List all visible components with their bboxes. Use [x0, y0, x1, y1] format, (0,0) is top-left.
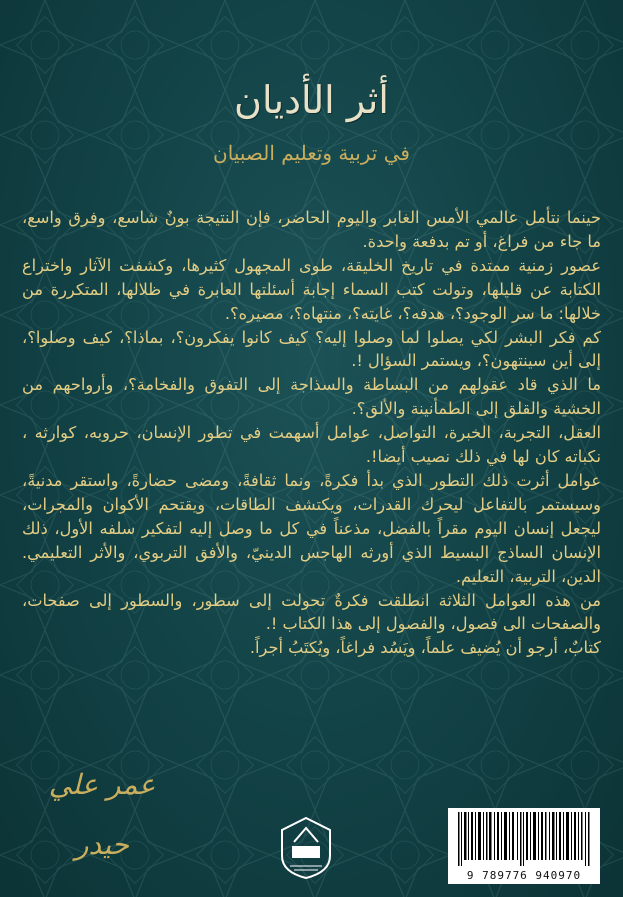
author-signature: عمر علي حيدر — [48, 768, 156, 861]
book-title: أثر الأديان — [234, 78, 389, 122]
isbn-barcode — [448, 808, 600, 884]
blurb-paragraph: عوامل أثرت ذلك التطور الذي بدأ فكرةً، ونما ثقافةً، ومضى حضارةً، واستقر مدنيةً، وسيستمر بالتفاعل ليحرك القدرات، ويكتشف الطاقات، ويقتحم الأكوان والمجرات، ليجعل إنسان اليوم مقراً بالفضل، مذعناً في كل ما وصل إليه لتفكير سلفه الأول، ذلك الإنسان الساذج البسيط الذي أورثه الهاجس الدينيّ، والأفق التربوي، والأثر التعليمي. الدين، التربية، التعليم. — [22, 470, 601, 586]
blurb-paragraph: العقل، التجربة، الخبرة، التواصل، عوامل أسهمت في تطور الإنسان، حروبه، كوارثه ، نكباته كان لها في ذلك نصيب أيضا!. — [22, 423, 601, 467]
blurb-paragraph: من هذه العوامل الثلاثة انطلقت فكرةٌ تحولت إلى سطور، والسطور إلى صفحات، والصفحات الى فصول، والفصول إلى هذا الكتاب !. — [22, 590, 601, 634]
blurb-paragraph: كم فكر البشر لكي يصلوا لما وصلوا إليه؟ كيف كانوا يفكرون؟، بماذا؟، كيف وصلوا؟، إلى أين سينتهون؟، ويستمر السؤال !. — [22, 327, 601, 371]
title-block — [0, 70, 623, 168]
publisher-logo-icon — [278, 816, 334, 880]
blurb-paragraph: عصور زمنية ممتدة في تاريخ الخليقة، طوى المجهول كثيرها، وكشفت الآثار واختراع الكتابة عن قليلها، وتولت كتب السماء إجابة أسئلتها العابرة في ظلالها، المتكررة من خلالها: ما سر الوجود؟، هدفه؟، غايته؟، منتهاه؟، مصيره؟. — [22, 255, 601, 323]
blurb-text — [22, 206, 601, 660]
blurb-paragraph: ما الذي قاد عقولهم من البساطة والسذاجة إلى التفوق والفخامة؟، وأرواحهم من الخشية والقلق إلى الطمأنينة والألق؟. — [22, 375, 601, 419]
blurb-paragraph: حينما نتأمل عالمي الأمس الغابر واليوم الحاضر، فإن النتيجة بونٌ شاسع، وفرق واسع، ما جاء من فراغ، أو تم بدفعة واحدة. — [22, 208, 601, 251]
barcode-bars — [454, 812, 594, 866]
blurb-paragraph: كتابٌ، أرجو أن يُضيف علماً، ويَسُد فراغاً، ويُكتَبُ أجراً. — [249, 638, 601, 658]
isbn-number: 9 789776 940970 — [466, 869, 582, 882]
book-subtitle: في تربية وتعليم الصبيان — [213, 141, 410, 165]
